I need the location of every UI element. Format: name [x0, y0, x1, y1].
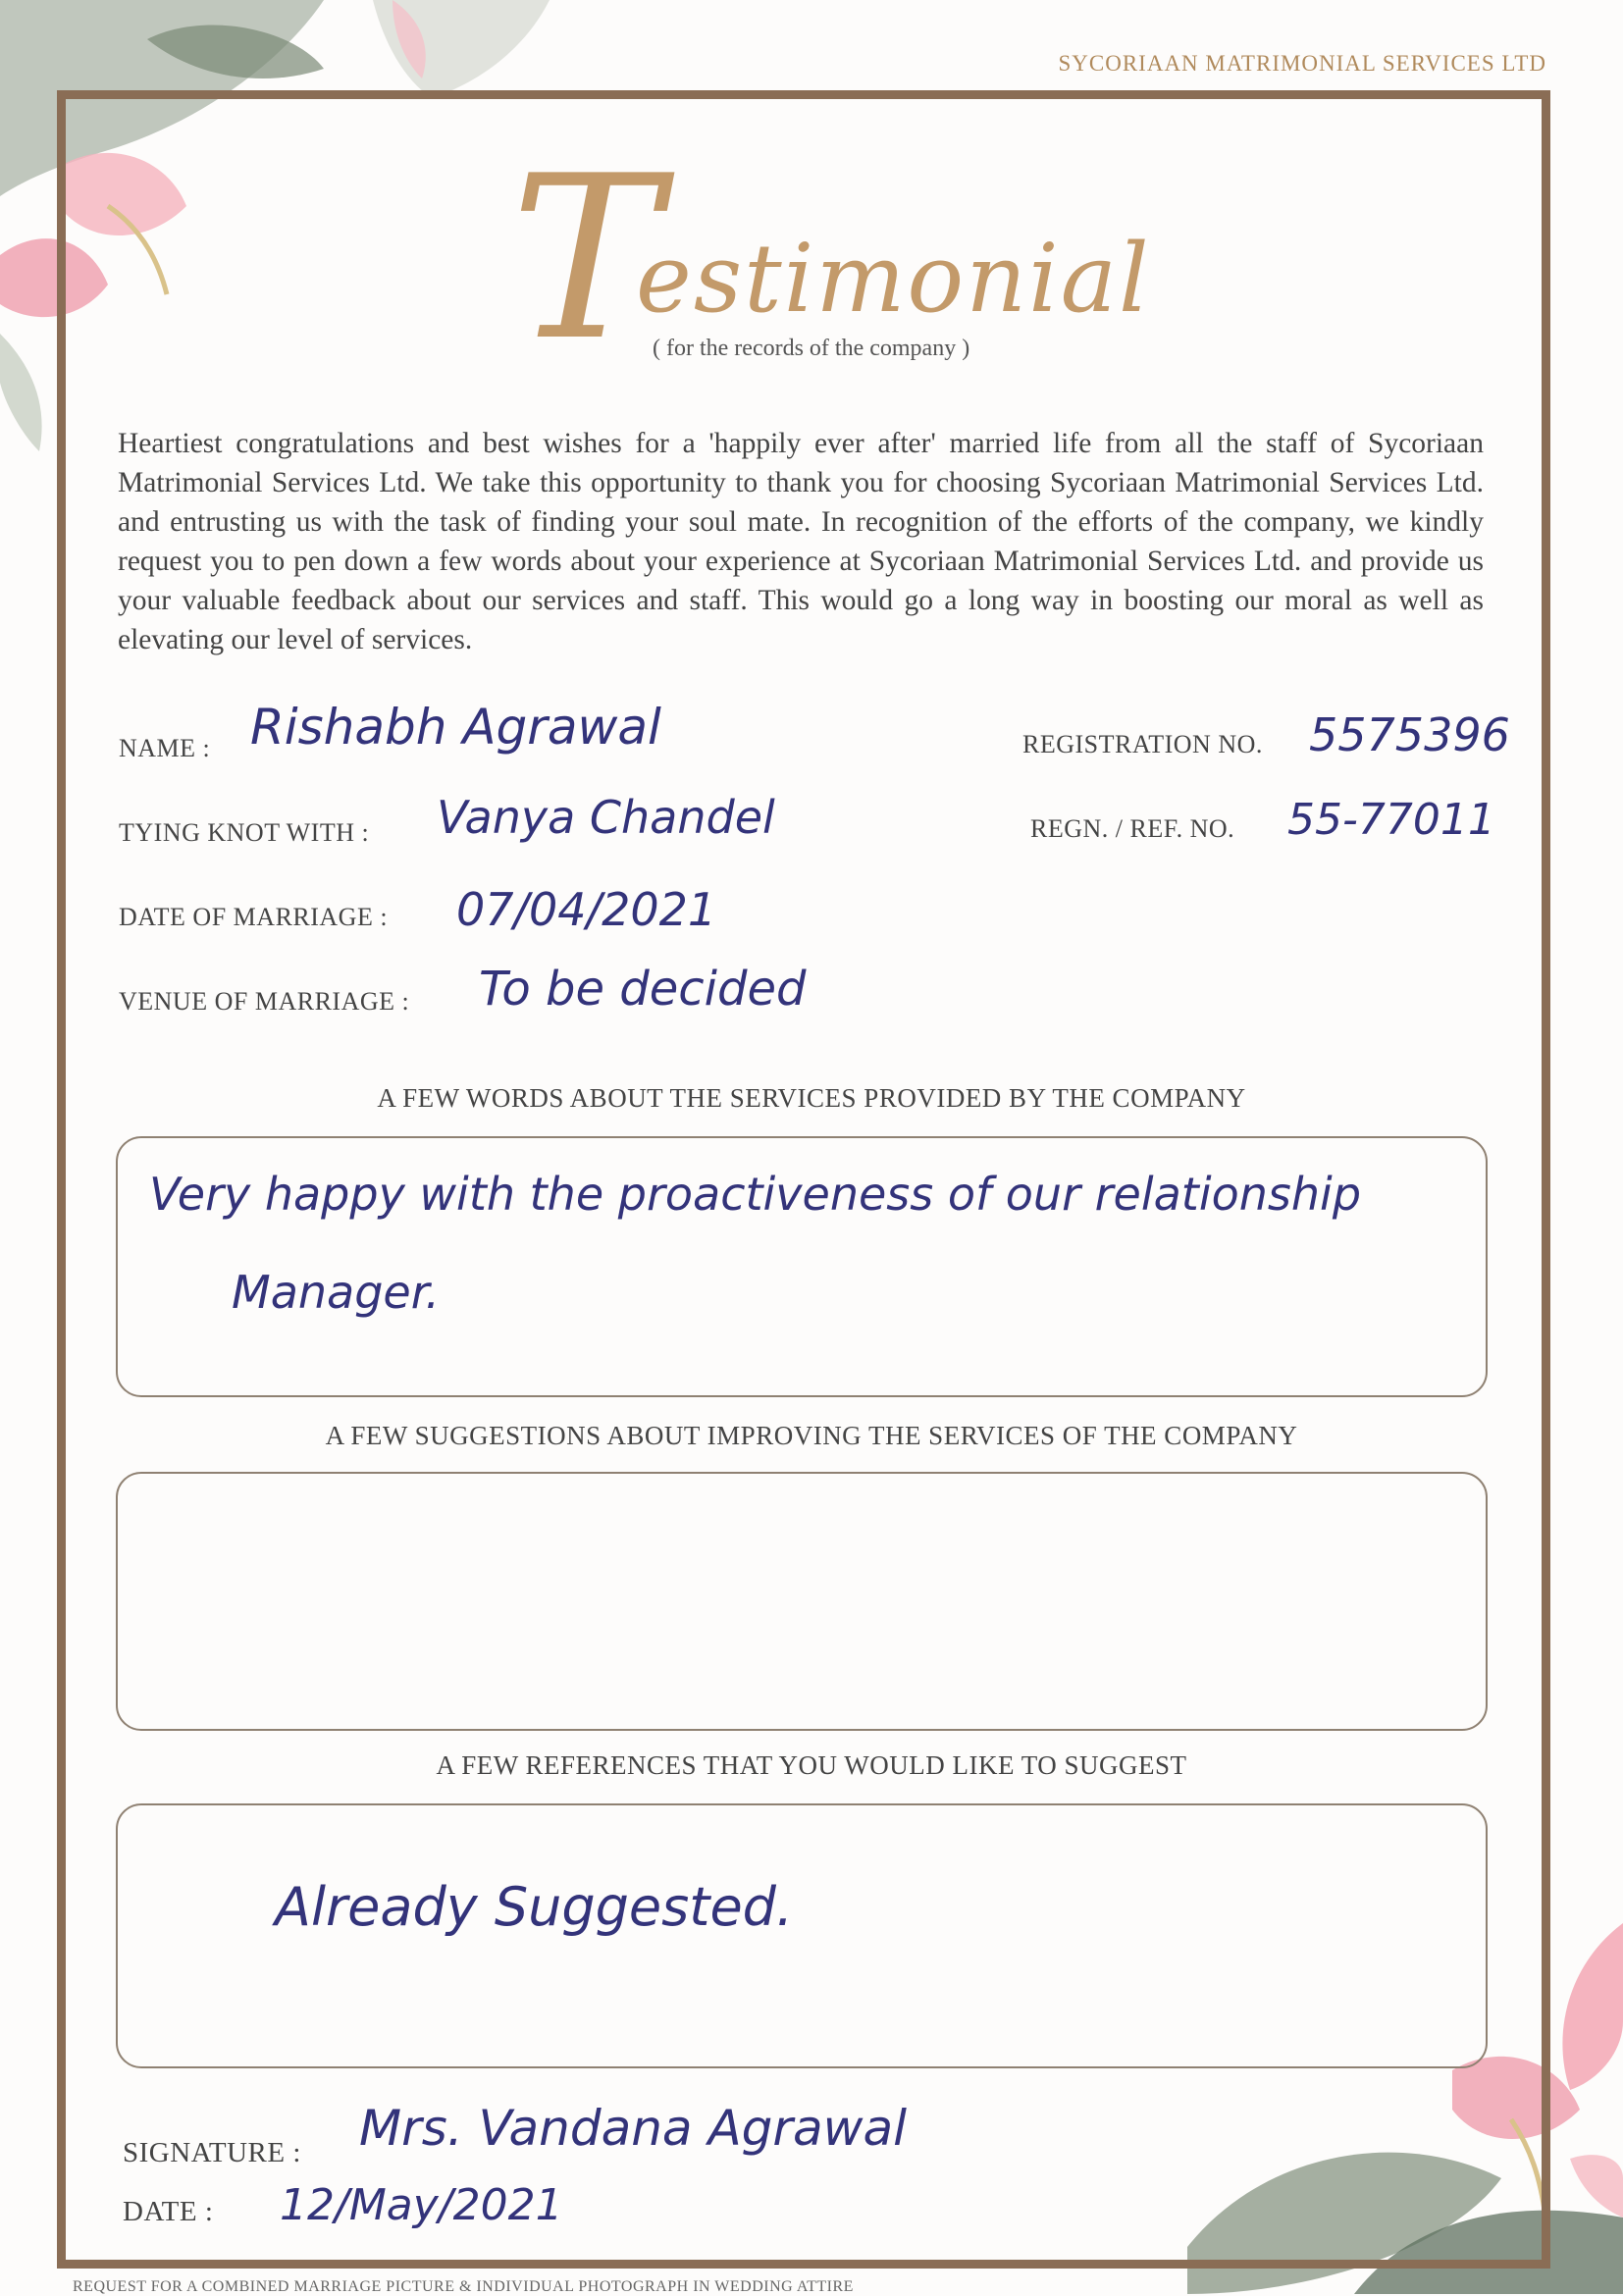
services-heading: A FEW WORDS ABOUT THE SERVICES PROVIDED BY THE COMPANY — [377, 1083, 1246, 1113]
date-label: DATE : — [123, 2196, 214, 2227]
date-of-marriage-label: DATE OF MARRIAGE : — [119, 903, 389, 931]
tying-knot-value: Vanya Chandel — [437, 791, 775, 844]
tying-knot-label: TYING KNOT WITH : — [119, 818, 370, 847]
date-value: 12/May/2021 — [280, 2180, 563, 2230]
regn-ref-no-label: REGN. / REF. NO. — [1030, 814, 1235, 843]
suggestions-box — [116, 1472, 1488, 1731]
name-value: Rishabh Agrawal — [250, 699, 661, 756]
title-first-letter: T — [510, 129, 661, 391]
venue-of-marriage-value: To be decided — [479, 962, 807, 1017]
title-rest: estimonial — [636, 224, 1151, 334]
date-of-marriage-value: 07/04/2021 — [456, 883, 717, 936]
suggestions-heading: A FEW SUGGESTIONS ABOUT IMPROVING THE SERVICES OF THE COMPANY — [325, 1421, 1298, 1450]
services-text-line2: Manager. — [232, 1266, 441, 1319]
regn-ref-no-value: 55-77011 — [1287, 795, 1495, 845]
references-text: Already Suggested. — [275, 1876, 794, 1938]
signature-label: SIGNATURE : — [123, 2137, 301, 2168]
venue-of-marriage-label: VENUE OF MARRIAGE : — [119, 987, 410, 1016]
registration-no-value: 5575396 — [1309, 708, 1510, 761]
intro-paragraph: Heartiest congratulations and best wishes for a 'happily ever after' married life from all the staff of Sycoriaan Matrimonial Services Ltd. We take this opportunity to thank you for choosing Sycoriaan Matrimonial Services Ltd. and entrusting us with the task of finding your soul mate. In recognition of the efforts of the company, we kindly request you to pen down a few words about your experience at Sycoriaan Matrimonial Services Ltd. and provide us your valuable feedback about our services and staff. This would go a long way in boosting our moral as well as elevating our level of services. — [118, 428, 1484, 655]
name-label: NAME : — [119, 734, 211, 762]
references-heading: A FEW REFERENCES THAT YOU WOULD LIKE TO SUGGEST — [436, 1750, 1187, 1780]
title-subtitle: ( for the records of the company ) — [653, 336, 970, 361]
services-text-line1: Very happy with the proactiveness of our relationship — [149, 1168, 1362, 1221]
signature-value: Mrs. Vandana Agrawal — [359, 2100, 908, 2157]
footer-cut-text: REQUEST FOR A COMBINED MARRIAGE PICTURE & INDIVIDUAL PHOTOGRAPH IN WEDDING ATTIRE — [73, 2278, 854, 2295]
registration-no-label: REGISTRATION NO. — [1022, 730, 1263, 758]
company-header: SYCORIAAN MATRIMONIAL SERVICES LTD — [1058, 51, 1546, 76]
